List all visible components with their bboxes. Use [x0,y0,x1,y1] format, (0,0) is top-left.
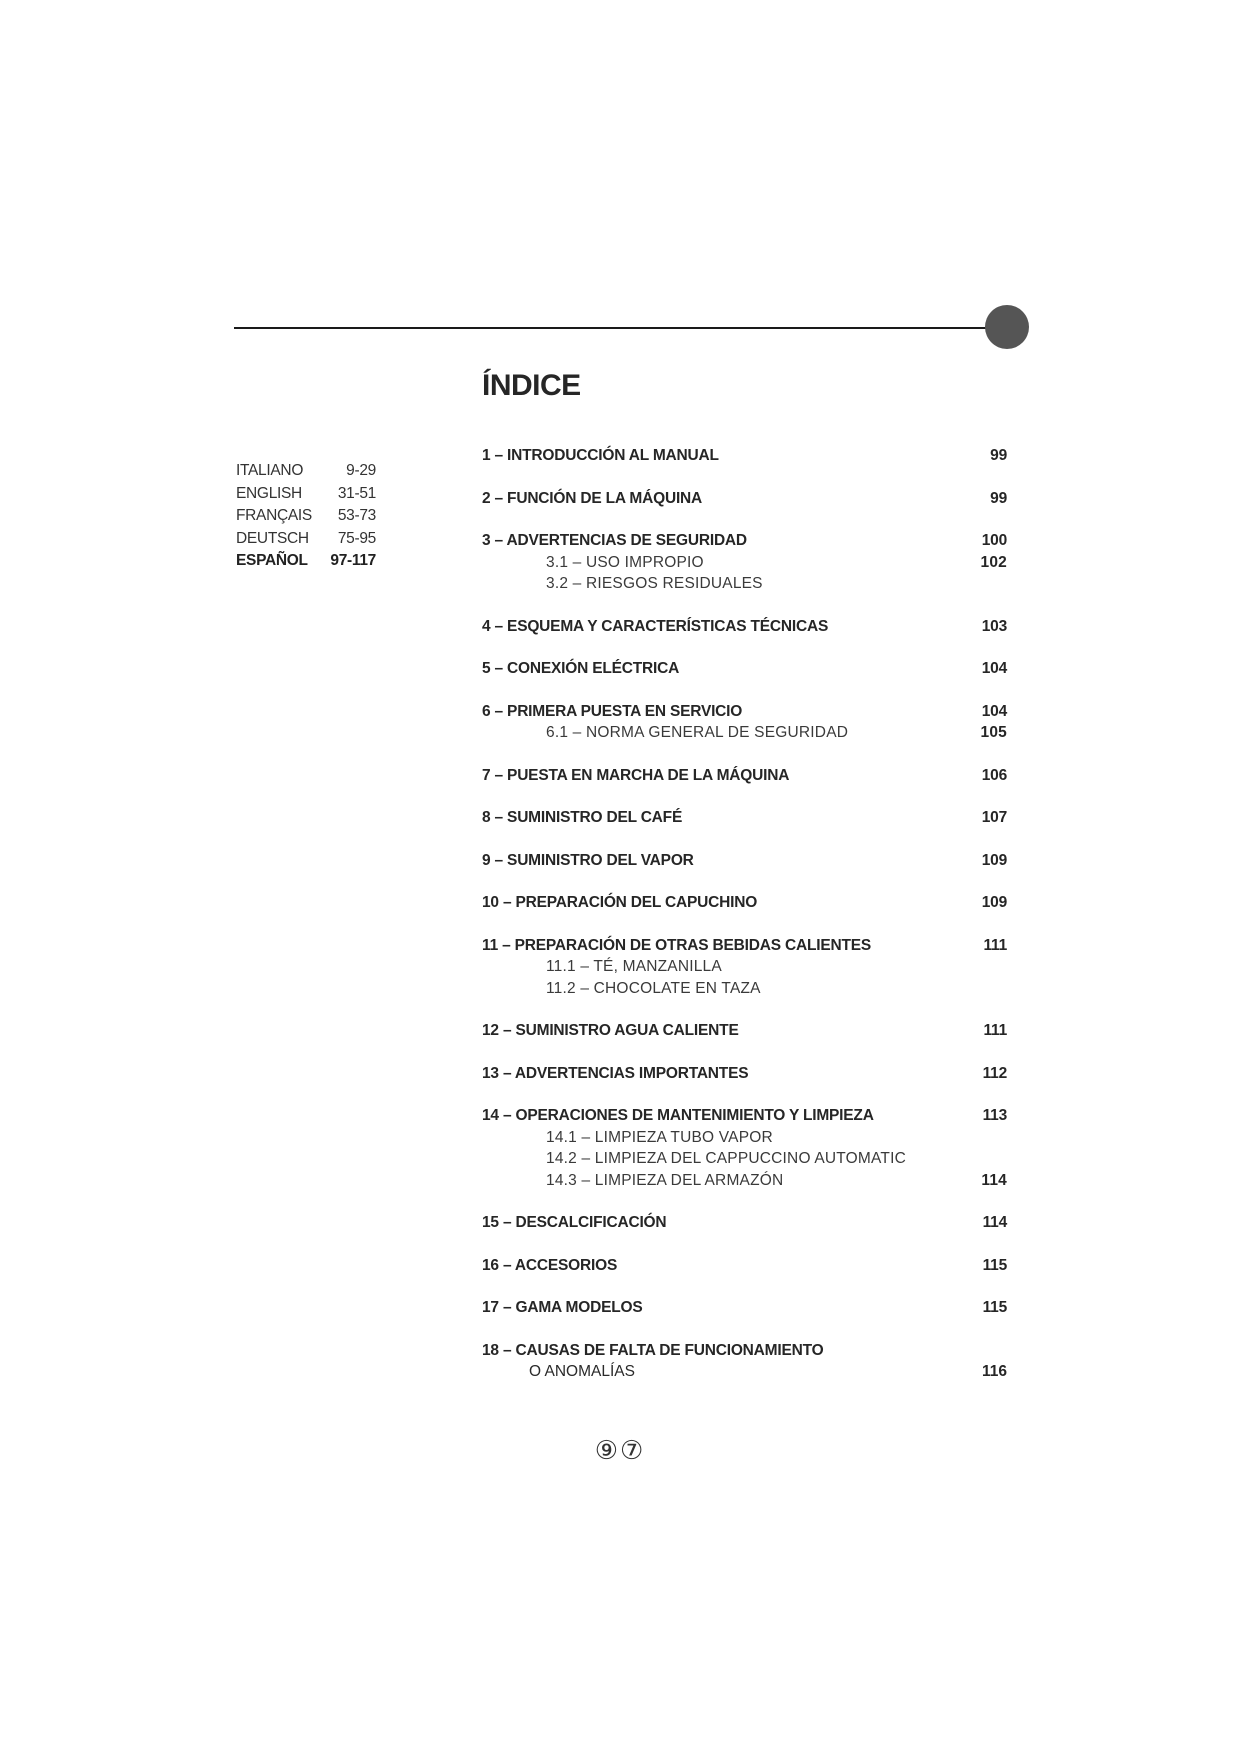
toc-subsection [482,1127,1007,1149]
language-item-english [236,483,376,506]
table-of-contents [482,445,1007,1404]
toc-entry [482,530,1007,595]
toc-title: 14.2 – LIMPIEZA DEL CAPPUCCINO AUTOMATIC [546,1150,907,1167]
toc-entry [482,807,1007,829]
toc-entry [482,765,1007,787]
toc-section [482,1255,1007,1277]
toc-page-number: 111 [983,936,1007,954]
toc-page-number: 114 [982,1214,1007,1231]
toc-entry [482,1105,1007,1191]
toc-title: 12 – SUMINISTRO AGUA CALIENTE [482,1022,739,1039]
toc-page-number: 99 [990,447,1007,464]
toc-title: 2 – FUNCIÓN DE LA MÁQUINA [482,489,703,507]
header-dot [985,305,1029,349]
toc-section [482,1105,1007,1127]
toc-page-number: 114 [981,1171,1007,1189]
toc-title: 16 – ACCESORIOS [482,1256,618,1274]
toc-section [482,1340,1007,1362]
toc-title: 11.1 – TÉ, MANZANILLA [546,958,722,975]
toc-entry [482,1020,1007,1042]
language-item-italiano [236,460,376,483]
language-pages: 97-117 [330,552,376,569]
toc-entry [482,616,1007,638]
language-name: ITALIANO [236,462,304,479]
header-rule [234,327,994,329]
toc-subsection [482,552,1007,574]
language-name: FRANÇAIS [236,507,312,524]
toc-entry [482,445,1007,467]
toc-title: 11 – PREPARACIÓN DE OTRAS BEBIDAS CALIENTES [482,936,872,954]
toc-entry [482,1063,1007,1085]
toc-title: 15 – DESCALCIFICACIÓN [482,1214,667,1231]
toc-entry [482,1255,1007,1277]
toc-page-number: 106 [981,766,1007,784]
toc-page-number: 104 [981,702,1007,720]
language-item-deutsch [236,528,376,551]
toc-entry [482,935,1007,1000]
language-pages: 9-29 [346,462,376,479]
toc-page-number: 115 [982,1256,1007,1274]
toc-title: 8 – SUMINISTRO DEL CAFÉ [482,809,683,826]
language-pages: 31-51 [337,484,376,502]
toc-subsection [482,722,1007,744]
toc-page-number: 109 [981,894,1007,911]
language-name: DEUTSCH [236,529,309,547]
toc-page-number: 109 [981,851,1007,869]
toc-section [482,616,1007,638]
toc-section [482,488,1007,510]
language-item-français [236,505,376,528]
language-index [236,460,376,573]
toc-section [482,1020,1007,1042]
toc-title: 1 – INTRODUCCIÓN AL MANUAL [482,447,719,464]
toc-section [482,1361,1007,1383]
toc-title: 10 – PREPARACIÓN DEL CAPUCHINO [482,894,758,911]
toc-entry [482,658,1007,680]
toc-page-number: 104 [981,660,1007,677]
toc-title: 13 – ADVERTENCIAS IMPORTANTES [482,1064,749,1082]
toc-page-number: 115 [982,1299,1007,1316]
page-title: ÍNDICE [482,369,581,402]
toc-section [482,530,1007,552]
toc-entry [482,1297,1007,1319]
toc-subsection [482,956,1007,978]
toc-page-number: 112 [982,1064,1007,1082]
toc-section [482,892,1007,914]
language-pages: 53-73 [337,507,376,524]
toc-subsection [482,573,1007,595]
language-name: ENGLISH [236,484,302,502]
toc-entry [482,701,1007,744]
toc-title: 6.1 – NORMA GENERAL DE SEGURIDAD [546,724,849,741]
toc-section [482,1297,1007,1319]
toc-title: 14.3 – LIMPIEZA DEL ARMAZÓN [546,1171,784,1189]
toc-entry [482,850,1007,872]
toc-page-number: 102 [980,553,1007,571]
language-name: ESPAÑOL [236,552,308,569]
toc-title: 18 – CAUSAS DE FALTA DE FUNCIONAMIENTO [482,1341,824,1359]
toc-section [482,445,1007,467]
toc-title: 14 – OPERACIONES DE MANTENIMIENTO Y LIMPIEZA [482,1107,874,1124]
toc-title: 7 – PUESTA EN MARCHA DE LA MÁQUINA [482,766,790,784]
toc-title: 9 – SUMINISTRO DEL VAPOR [482,851,694,869]
toc-section [482,850,1007,872]
toc-title: O ANOMALÍAS [529,1363,635,1380]
toc-page-number: 105 [980,724,1007,741]
toc-title: 5 – CONEXIÓN ELÉCTRICA [482,660,680,677]
toc-title: 17 – GAMA MODELOS [482,1299,643,1316]
toc-section [482,807,1007,829]
toc-entry [482,892,1007,914]
toc-title: 3.1 – USO IMPROPIO [546,553,704,571]
toc-title: 11.2 – CHOCOLATE EN TAZA [546,979,761,997]
toc-page-number: 99 [990,489,1007,507]
toc-title: 3 – ADVERTENCIAS DE SEGURIDAD [482,532,747,549]
toc-title: 6 – PRIMERA PUESTA EN SERVICIO [482,702,743,720]
toc-section [482,701,1007,723]
toc-title: 14.1 – LIMPIEZA TUBO VAPOR [546,1128,773,1146]
toc-section [482,935,1007,957]
toc-page-number: 107 [981,809,1007,826]
toc-title: 3.2 – RIESGOS RESIDUALES [546,575,763,592]
toc-page-number: 113 [982,1107,1007,1124]
toc-subsection [482,1170,1007,1192]
toc-page-number: 116 [981,1363,1007,1380]
toc-page-number: 100 [981,532,1007,549]
toc-entry [482,488,1007,510]
toc-entry [482,1340,1007,1383]
toc-section [482,1063,1007,1085]
toc-subsection [482,978,1007,1000]
page-number: ⑨⑦ [594,1436,646,1466]
toc-title: 4 – ESQUEMA Y CARACTERÍSTICAS TÉCNICAS [482,617,829,635]
language-pages: 75-95 [337,529,376,547]
toc-section [482,765,1007,787]
toc-subsection [482,1148,1007,1170]
toc-page-number: 103 [981,617,1007,635]
toc-section [482,1212,1007,1234]
toc-page-number: 111 [983,1022,1007,1039]
toc-section [482,658,1007,680]
language-item-español [236,550,376,573]
toc-entry [482,1212,1007,1234]
